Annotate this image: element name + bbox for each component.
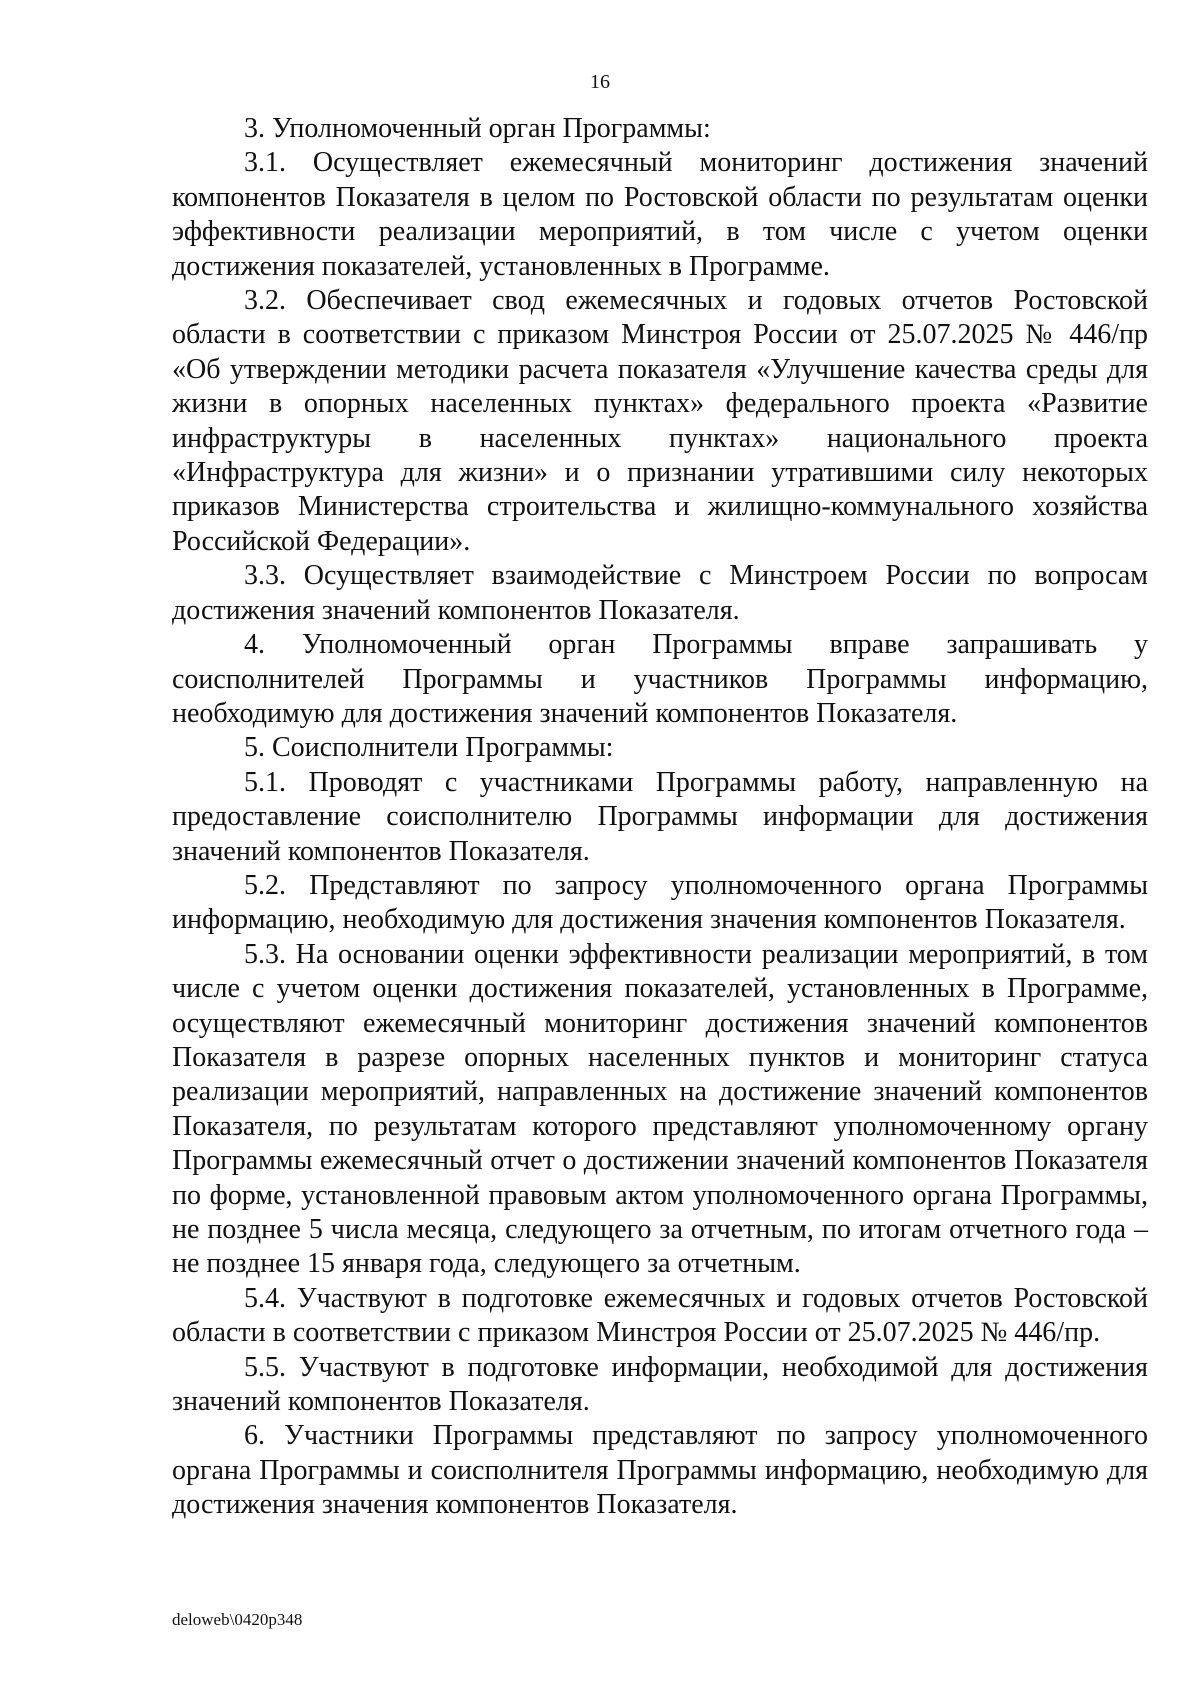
paragraph-3: 3. Уполномоченный орган Программы: [244,113,711,144]
paragraph-5-3: 5.3. На основании оценки эффективности реализации мероприятий, в том числе с учетом оценки достижения показателей, установленных в Программе, осуществляют ежемесячный мониторинг достижения значений компонентов Показателя в разрезе опорных населенных пунктов и мониторинг статуса реализации мероприятий, направленных на достижение значений компонентов Показателя, по результатам которого представляют уполномоченному органу Программы ежемесячный отчет о достижении значений компонентов Показателя по форме, установленной правовым актом уполномоченного органа Программы, не позднее 5 числа месяца, следующего за отчетным, по итогам отчетного года – не позднее 15 января года, следующего за отчетным. [172,938,1148,1280]
paragraph-5-2: 5.2. Представляют по запросу уполномоченного органа Программы информацию, необходимую для достижения значения компонентов Показателя. [172,869,1148,936]
paragraph-6: 6. Участники Программы представляют по запросу уполномоченного органа Программы и соисполнителя Программы информацию, необходимую для достижения значения компонентов Показателя. [172,1420,1148,1521]
document-footer-code: deloweb\0420p348 [172,1610,303,1629]
paragraph-3-3: 3.3. Осуществляет взаимодействие с Минстроем России по вопросам достижения значений компонентов Показателя. [172,560,1148,626]
paragraph-3-1: 3.1. Осуществляет ежемесячный мониторинг достижения значений компонентов Показателя в целом по Ростовской области по результатам оценки эффективности реализации мероприятий, в том числе с учетом оценки достижения показателей, установленных в Программе. [172,147,1148,282]
paragraph-5-4: 5.4. Участвуют в подготовке ежемесячных и годовых отчетов Ростовской области в соответствии с приказом Минстроя России от 25.07.2025 № 446/пр. [172,1282,1148,1349]
paragraph-3-2: 3.2. Обеспечивает свод ежемесячных и годовых отчетов Ростовской области в соответствии с приказом Минстроя России от 25.07.2025 № 446/пр «Об утверждении методики расчета показателя «Улучшение качества среды для жизни в опорных населенных пунктах» федерального проекта «Развитие инфраструктуры в населенных пунктах» национального проекта «Инфраструктура для жизни» и о признании утратившими силу некоторых приказов Министерства строительства и жилищно-коммунального хозяйства Российской Федерации». [172,285,1148,557]
paragraph-5: 5. Соисполнители Программы: [244,732,614,764]
page-number: 16 [590,71,610,93]
document-body [172,112,1148,1523]
paragraph-5-5: 5.5. Участвуют в подготовке информации, необходимой для достижения значений компонентов Показателя. [172,1351,1148,1418]
paragraph-5-1: 5.1. Проводят с участниками Программы работу, направленную на предоставление соисполнителю Программы информации для достижения значений компонентов Показателя. [172,766,1148,867]
paragraph-4: 4. Уполномоченный орган Программы вправе запрашивать у соисполнителей Программы и участников Программы информацию, необходимую для достижения значений компонентов Показателя. [172,629,1148,729]
